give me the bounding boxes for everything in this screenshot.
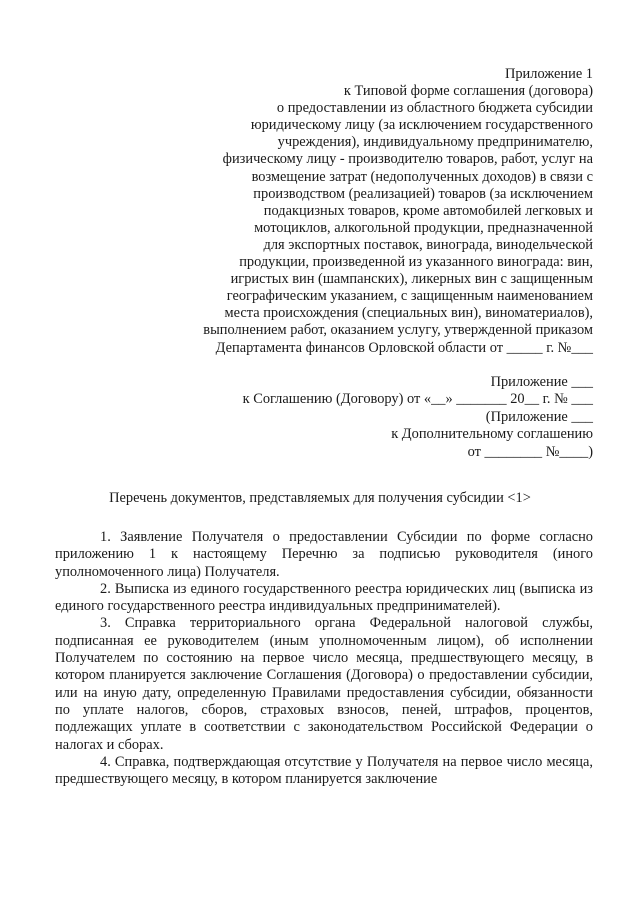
header-line: продукции, произведенной из указанного винограда: вин, (239, 254, 593, 271)
attachment-line: от ________ №____) (467, 443, 593, 460)
header-line: учреждения), индивидуальному предпринимателю, (277, 134, 593, 151)
document-title: Перечень документов, представляемых для получения субсидии <1> (109, 490, 531, 506)
header-line: игристых вин (шампанских), ликерных вин с защищенным (230, 271, 593, 288)
attachment-line: к Соглашению (Договору) от «__» _______ 20__ г. № ___ (242, 391, 593, 408)
paragraph-4: 4. Справка, подтверждающая отсутствие у Получателя на первое число месяца, предшествующего месяцу, в котором планируется заключение (55, 753, 593, 788)
attachment-line: Приложение ___ (490, 374, 593, 390)
header-line: географическим указанием, с защищенным наименованием (226, 288, 593, 305)
header-line: о предоставлении из областного бюджета субсидии (276, 100, 593, 117)
header-line: физическому лицу - производителю товаров, работ, услуг на (222, 151, 593, 168)
header-line: выполнением работ, оказанием услугу, утвержденной приказом (203, 322, 593, 339)
paragraph-2: 2. Выписка из единого государственного реестра юридических лиц (выписка из единого государственного реестра индивидуальных предпринимателей). (55, 580, 593, 615)
appendix-header (160, 66, 593, 357)
paragraph-1: 1. Заявление Получателя о предоставлении Субсидии по форме согласно приложению 1 к настоящему Перечню за подписью руководителя (иного уполномоченного лица) Получателя. (55, 529, 593, 580)
document-body (55, 529, 593, 788)
header-line: места происхождения (специальных вин), виноматериалов), (224, 305, 593, 322)
attachment-line: к Дополнительному соглашению (391, 426, 593, 443)
header-line: к Типовой форме соглашения (договора) (343, 83, 593, 100)
header-line: Департамента финансов Орловской области от _____ г. №___ (215, 339, 593, 356)
header-line: производством (реализацией) товаров (за исключением (253, 185, 593, 202)
paragraph-3: 3. Справка территориального органа Федеральной налоговой службы, подписанная ее руководителем (иным уполномоченным лицом), об исполнении Получателем по состоянию на первое число месяца, предшествующего месяцу, в котором планируется заключение Соглашения (Договора) о предоставлении субсидии, или на иную дату, определенную Правилами предоставления субсидии, обязанности по уплате налогов, сборов, страховых взносов, пеней, штрафов, процентов, подлежащих уплате в соответствии с законодательством Российской Федерации о налогах и сборах. (55, 615, 593, 753)
header-line: возмещение затрат (недополученных доходов) в связи с (251, 168, 593, 185)
attachment-line: (Приложение ___ (485, 408, 593, 425)
header-line: юридическому лицу (за исключением государственного (250, 117, 593, 134)
header-line: для экспортных поставок, винограда, винодельческой (263, 236, 593, 253)
attachment-reference (160, 374, 593, 461)
header-line: Приложение 1 (504, 66, 593, 82)
header-line: подакцизных товаров, кроме автомобилей легковых и (263, 202, 593, 219)
header-line: мотоциклов, алкогольной продукции, предназначенной (254, 219, 593, 236)
